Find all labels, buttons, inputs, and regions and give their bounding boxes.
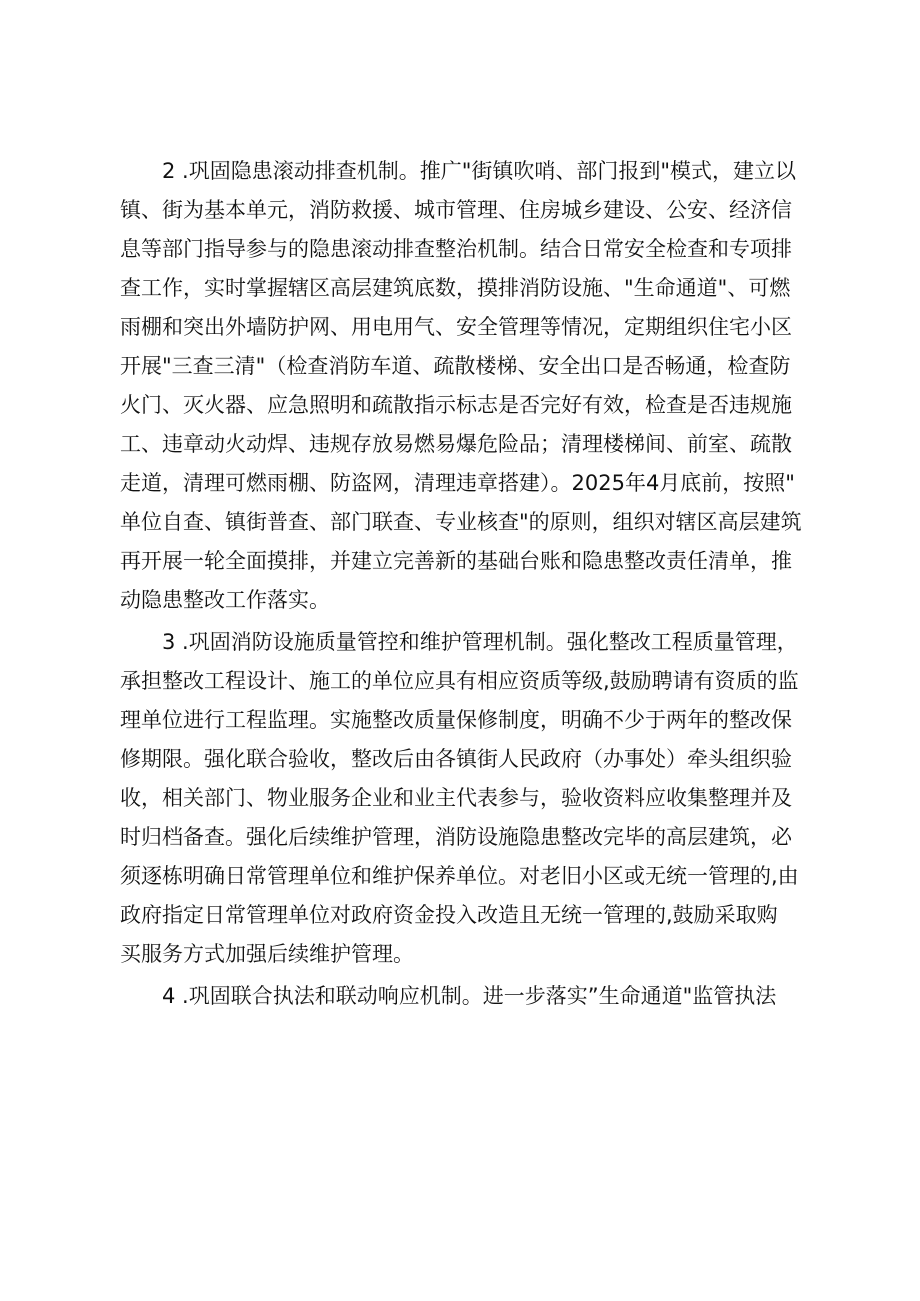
- text-line: 走道，清理可燃雨棚、防盗网，清理违章搭建）。2025年4月底前，按照": [120, 471, 795, 495]
- text-line: 政府指定日常管理单位对政府资金投入改造且无统一管理的,鼓励采取购: [120, 903, 778, 927]
- text-line: 动隐患整改工作落实。: [120, 588, 330, 612]
- text-line: 承担整改工程设计、施工的单位应具有相应资质等级,鼓励聘请有资质的监: [120, 669, 799, 693]
- text-line: 息等部门指导参与的隐患滚动排查整治机制。结合日常安全检查和专项排: [120, 237, 792, 261]
- paragraph-2: [120, 152, 820, 620]
- text-line: 收，相关部门、物业服务企业和业主代表参与，验收资料应收集整理并及: [120, 786, 792, 810]
- text-line: 查工作，实时掌握辖区高层建筑底数，摸排消防设施、"生命通道"、可燃: [120, 276, 791, 300]
- text-line: 时归档备查。强化后续维护管理，消防设施隐患整改完毕的高层建筑，必: [120, 825, 792, 849]
- text-line: 3 .巩固消防设施质量管控和维护管理机制。强化整改工程质量管理，: [120, 630, 798, 654]
- document-body: [120, 152, 820, 1019]
- text-line: 买服务方式加强后续维护管理。: [120, 942, 414, 966]
- paragraph-3: [120, 623, 820, 974]
- text-line: 火门、灭火器、应急照明和疏散指示标志是否完好有效，检查是否违规施: [120, 393, 792, 417]
- text-line: 雨棚和突出外墙防护网、用电用气、安全管理等情况，定期组织住宅小区: [120, 315, 792, 339]
- text-line: 2 .巩固隐患滚动排查机制。推广"街镇吹哨、部门报到"模式，建立以: [120, 159, 797, 183]
- text-line: 镇、街为基本单元，消防救援、城市管理、住房城乡建设、公安、经济信: [120, 198, 792, 222]
- text-line: 修期限。强化联合验收，整改后由各镇街人民政府（办事处）牵头组织验: [120, 747, 792, 771]
- text-line: 工、违章动火动焊、违规存放易燃易爆危险品；清理楼梯间、前室、疏散: [120, 432, 792, 456]
- text-line: 单位自查、镇街普查、部门联查、专业核查"的原则，组织对辖区高层建筑: [120, 510, 802, 534]
- text-line: 须逐栋明确日常管理单位和维护保养单位。对老旧小区或无统一管理的,由: [120, 864, 799, 888]
- text-line: 4 .巩固联合执法和联动响应机制。进一步落实”生命通道"监管执法: [120, 984, 777, 1008]
- text-line: 开展"三查三清"（检查消防车道、疏散楼梯、安全出口是否畅通，检查防: [120, 354, 791, 378]
- text-line: 理单位进行工程监理。实施整改质量保修制度，明确不少于两年的整改保: [120, 708, 792, 732]
- paragraph-4: [120, 977, 820, 1016]
- text-line: 再开展一轮全面摸排，并建立完善新的基础台账和隐患整改责任清单，推: [120, 549, 792, 573]
